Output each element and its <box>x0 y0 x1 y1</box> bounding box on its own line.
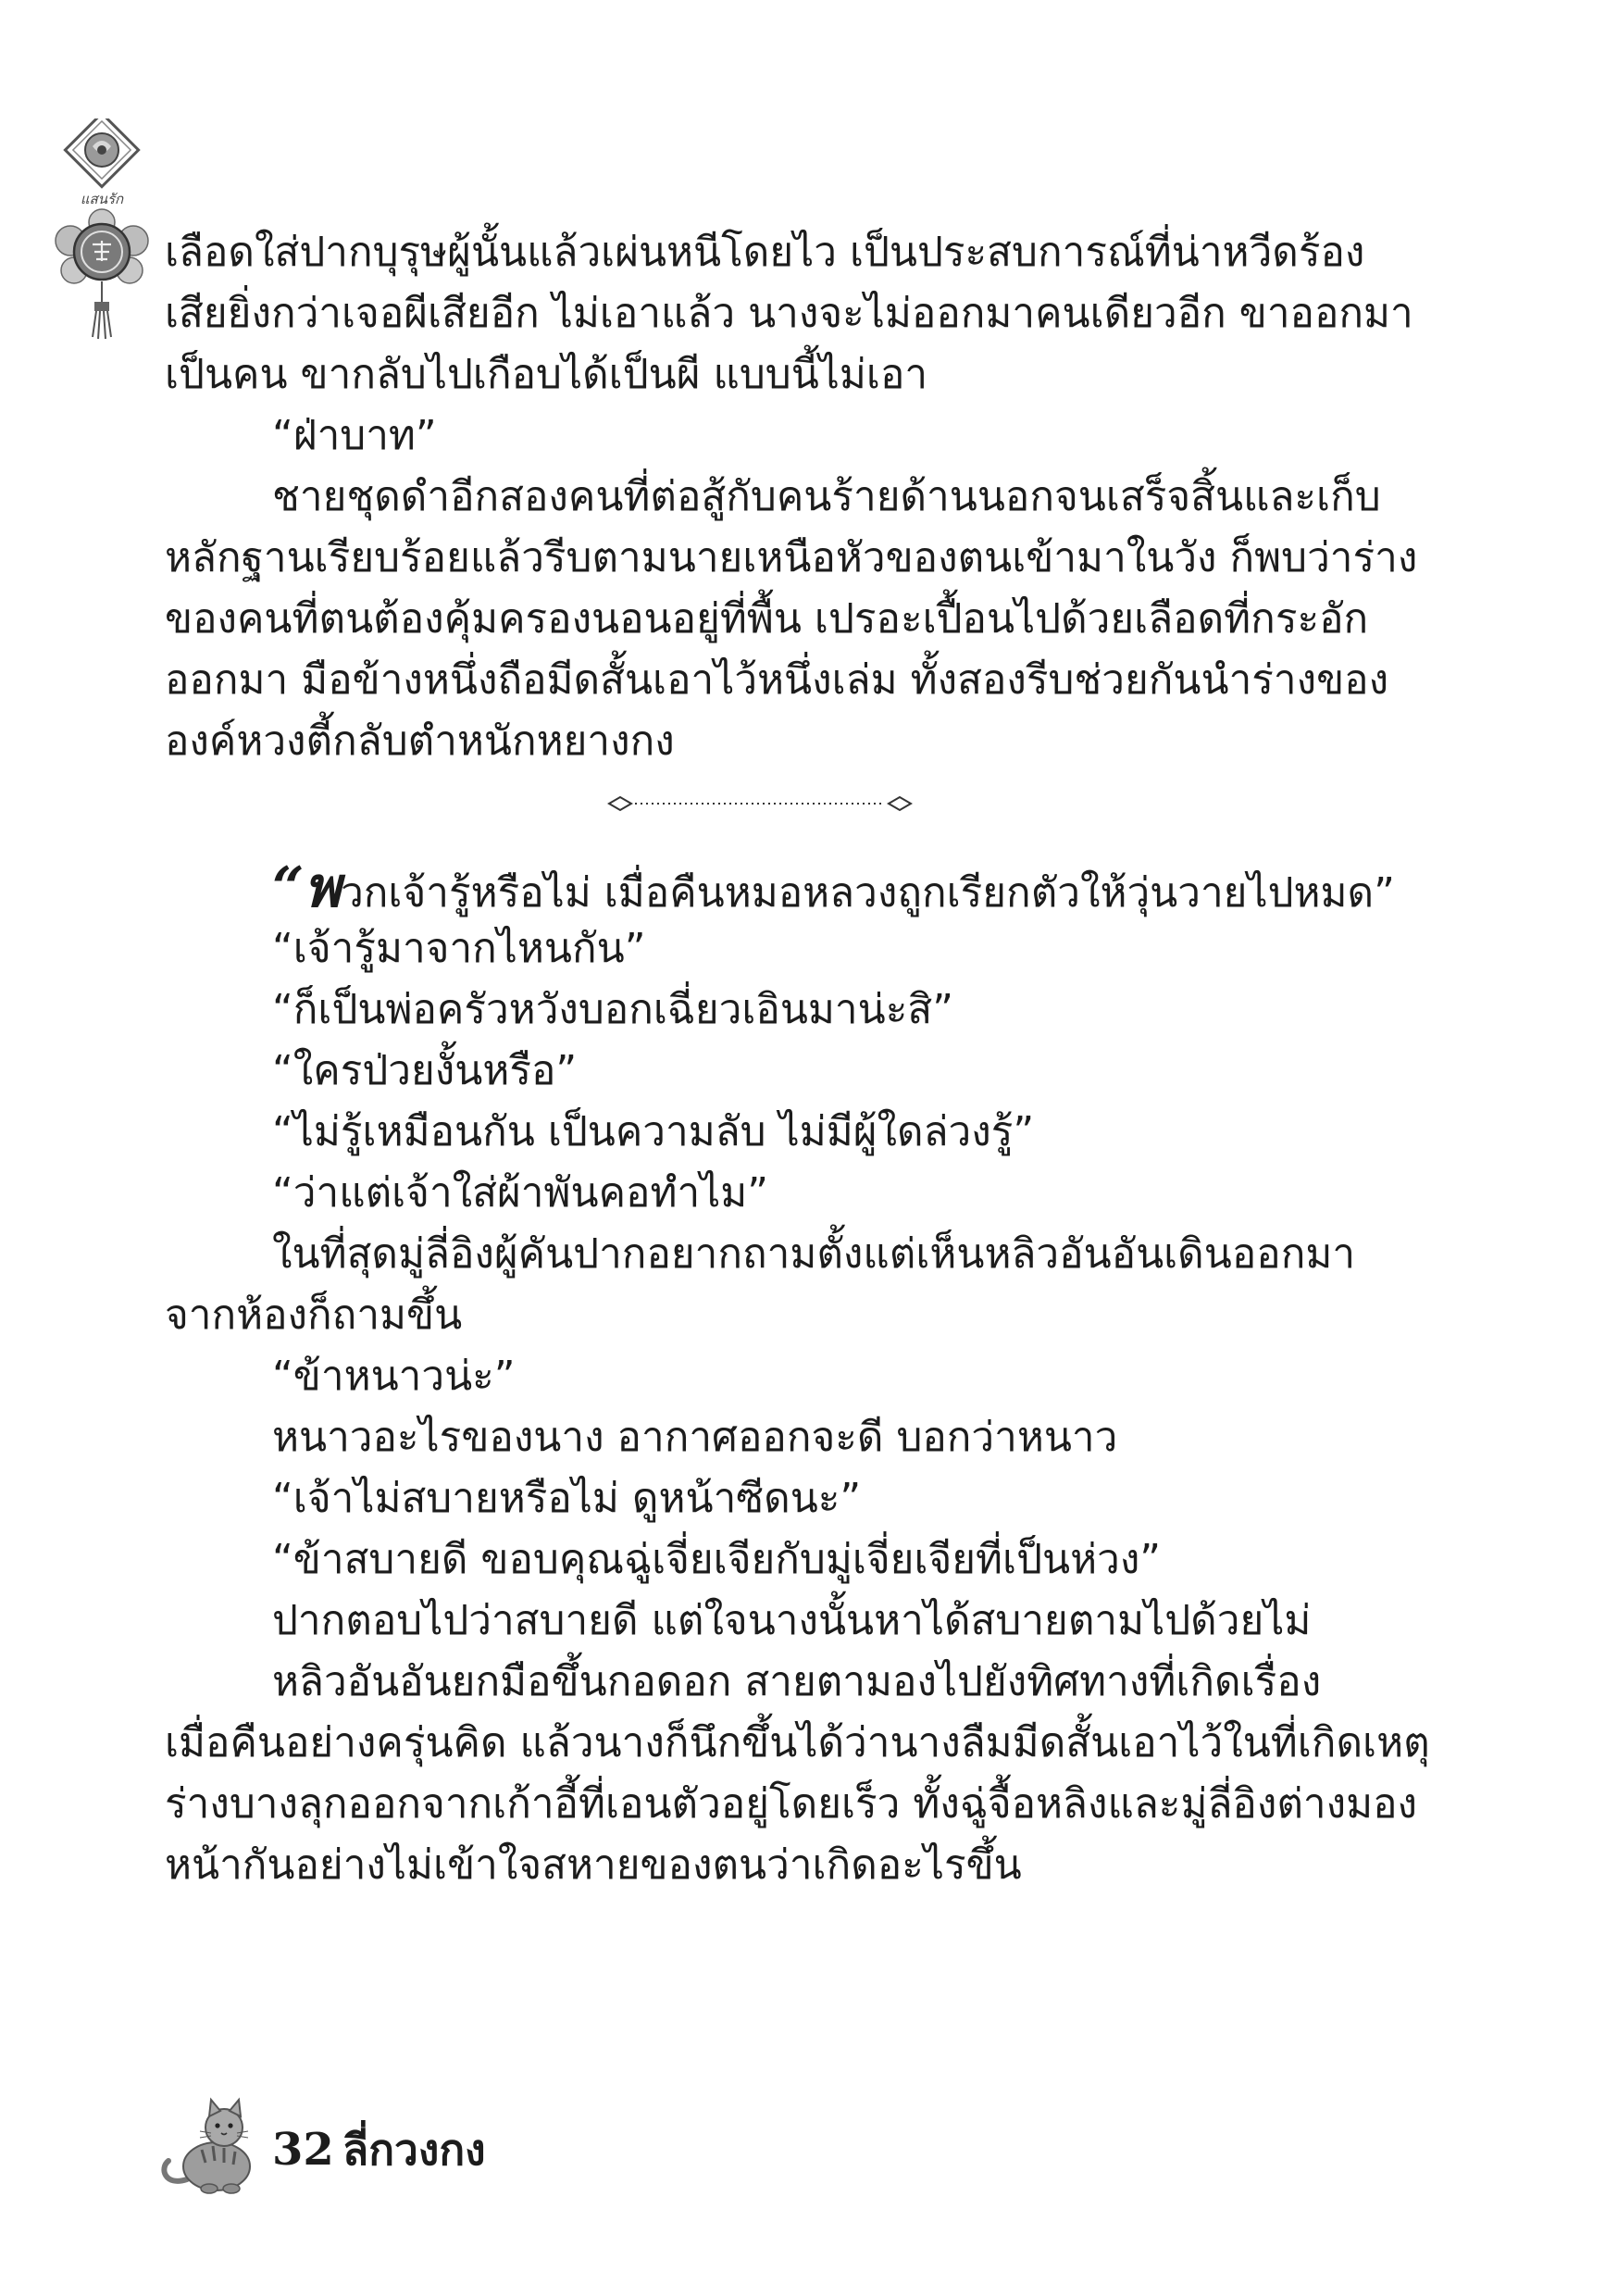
ornament-caption: แสนรัก <box>80 191 124 207</box>
text-line: เมื่อคืนอย่างครุ่นคิด แล้วนางก็นึกขึ้นได้ว่านางลืมมีดสั้นเอาไว้ในที่เกิดเหตุ <box>165 1719 1430 1766</box>
text-line: “ใครป่วยงั้นหรือ” <box>272 1047 578 1094</box>
body-text <box>165 222 1430 1896</box>
text-line: ร่างบางลุกออกจากเก้าอี้ที่เอนตัวอยู่โดยเร็ว ทั้งฉู่จื้อหลิงและมู่ลี่อิงต่างมอง <box>165 1780 1417 1828</box>
page-footer <box>159 2094 678 2196</box>
text-line: ในที่สุดมู่ลี่อิงผู้คันปากอยากถามตั้งแต่เห็นหลิวอันอันเดินออกมา <box>272 1230 1356 1278</box>
text-line: ของคนที่ตนต้องคุ้มครองนอนอยู่ที่พื้น เปรอะเปื้อนไปด้วยเลือดที่กระอัก <box>165 595 1369 643</box>
paragraphs-before <box>165 222 1418 772</box>
text-line: “ข้าหนาวน่ะ” <box>272 1353 516 1400</box>
text-line: “ว่าแต่เจ้าใส่ผ้าพันคอทำไม” <box>272 1169 769 1217</box>
chapter-first-line <box>165 855 1395 920</box>
text-line: “เจ้าไม่สบายหรือไม่ ดูหน้าซีดนะ” <box>272 1475 862 1522</box>
text-line: “ข้าสบายดี ขอบคุณฉู่เจี่ยเจียกับมู่เจี่ยเจียที่เป็นห่วง” <box>272 1536 1162 1583</box>
text-line: หน้ากันอย่างไม่เข้าใจสหายของตนว่าเกิดอะไรขึ้น <box>165 1841 1022 1889</box>
text-line: องค์หวงตี้กลับตำหนักหยางกง <box>165 718 675 765</box>
text-line: เสียยิ่งกว่าเจอผีเสียอีก ไม่เอาแล้ว นางจะไม่ออกมาคนเดียวอีก ขาออกมา <box>165 290 1413 337</box>
cat-icon <box>159 2094 268 2196</box>
text-line: “ไม่รู้เหมือนกัน เป็นความลับ ไม่มีผู้ใดล่วงรู้” <box>272 1108 1035 1155</box>
drop-cap: “พ <box>272 855 342 920</box>
text-line: หลิวอันอันยกมือขึ้นกอดอก สายตามองไปยังทิศทางที่เกิดเรื่อง <box>272 1658 1322 1705</box>
book-title: ลี่กวงกง <box>342 2125 486 2175</box>
paragraphs-after <box>165 918 1430 1896</box>
text-line: “ฝ่าบาท” <box>272 412 437 459</box>
section-separator <box>165 772 1368 857</box>
text-line: “เจ้ารู้มาจากไหนกัน” <box>272 925 646 972</box>
text-line: หลักฐานเรียบร้อยแล้วรีบตามนายเหนือหัวของตนเข้ามาในวัง ก็พบว่าร่าง <box>165 534 1418 581</box>
text-line: ออกมา มือข้างหนึ่งถือมีดสั้นเอาไว้หนึ่งเล่ม ทั้งสองรีบช่วยกันนำร่างของ <box>165 656 1389 704</box>
text-line: จากห้องก็ถามขึ้น <box>165 1292 463 1339</box>
text-line: หนาวอะไรของนาง อากาศออกจะดี บอกว่าหนาว <box>272 1414 1118 1461</box>
text-line: เป็นคน ขากลับไปเกือบได้เป็นผี แบบนี้ไม่เอา <box>165 351 928 398</box>
first-line-rest: วกเจ้ารู้หรือไม่ เมื่อคืนหมอหลวงถูกเรียกตัวให้วุ่นวายไปหมด” <box>341 869 1395 917</box>
text-line: ปากตอบไปว่าสบายดี แต่ใจนางนั้นหาได้สบายตามไปด้วยไม่ <box>272 1597 1312 1644</box>
text-line: เลือดใส่ปากบุรุษผู้นั้นแล้วเผ่นหนีโดยไว เป็นประสบการณ์ที่น่าหวีดร้อง <box>165 229 1365 276</box>
text-line: ชายชุดดำอีกสองคนที่ต่อสู้กับคนร้ายด้านนอกจนเสร็จสิ้นและเก็บ <box>272 473 1381 520</box>
diamond-dotted-divider-icon <box>607 792 913 815</box>
text-line: “ก็เป็นพ่อครัวหวังบอกเฉี่ยวเอินมาน่ะสิ” <box>272 986 953 1033</box>
page-number: 32 <box>272 2124 334 2176</box>
floral-ornament-icon <box>37 119 167 341</box>
